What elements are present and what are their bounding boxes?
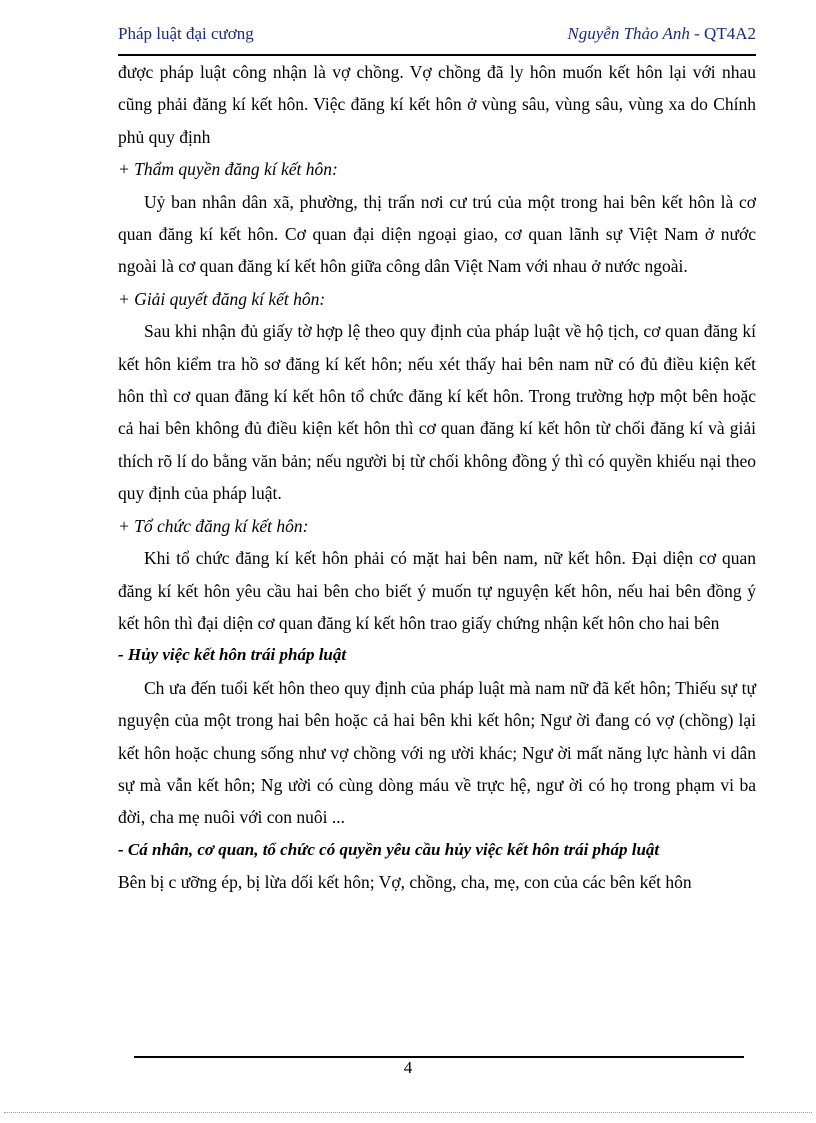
paragraph-requesters: Bên bị c ưỡng ép, bị lừa dối kết hôn; Vợ, chồng, cha, mẹ, con của các bên kết hôn — [118, 872, 692, 893]
paragraph-resolution: Sau khi nhận đủ giấy tờ hợp lệ theo quy định của pháp luật về hộ tịch, cơ quan đăng kí kết hôn kiểm tra hồ sơ đăng kí kết hôn; nếu xét thấy hai bên nam nữ có đủ điều kiện kết hôn thì cơ quan đăng kí kết hôn tổ chức đăng kí kết hôn. Trong trường hợp một bên hoặc cả hai bên không đủ điều kiện kết hôn thì cơ quan đăng kí kết hôn từ chối đăng kí và giải thích rõ lí do bằng văn bản; nếu người bị từ chối không đồng ý thì có quyền khiếu nại theo quy định của pháp luật. — [118, 321, 756, 504]
author-name: Nguyễn Thảo Anh — [567, 24, 690, 43]
section-heading-requesters: - Cá nhân, cơ quan, tổ chức có quyền yêu cầu hủy việc kết hôn trái pháp luật — [118, 839, 660, 859]
paragraph-annulment: Ch ưa đến tuổi kết hôn theo quy định của pháp luật mà nam nữ đã kết hôn; Thiếu sự tự nguyện của một trong hai bên hoặc cả hai bên khi kết hôn; Ngư ời đang có vợ (chồng) lại kết hôn hoặc chung sống như vợ chồng với ng ười khác; Ngư ời mất năng lực hành vi dân sự mà vẫn kết hôn; Ng ười có cùng dòng máu về trực hệ, ngư ời có họ trong phạm vi ba đời, cha mẹ nuôi với con nuôi ... — [118, 677, 756, 828]
author-separator: - — [689, 24, 705, 43]
subheading-jurisdiction: + Thẩm quyền đăng kí kết hôn: — [118, 159, 338, 180]
subheading-resolution: + Giải quyết đăng kí kết hôn: — [118, 288, 326, 309]
page-body — [118, 56, 756, 899]
document-title: Pháp luật đại cương — [118, 24, 254, 43]
paragraph-jurisdiction: Uỷ ban nhân dân xã, phường, thị trấn nơi cư trú của một trong hai bên kết hôn là cơ quan đăng kí kết hôn. Cơ quan đại diện ngoại giao, cơ quan lãnh sự Việt Nam ở nước ngoài là cơ quan đăng kí kết hôn giữa công dân Việt Nam với nhau ở nước ngoài. — [118, 191, 756, 277]
paragraph-continued: được pháp luật công nhận là vợ chồng. Vợ chồng đã ly hôn muốn kết hôn lại với nhau cũng phải đăng kí kết hôn. Việc đăng kí kết hôn ở vùng sâu, vùng sâu, vùng xa do Chính phủ quy định — [118, 62, 756, 147]
paragraph-organization: Khi tổ chức đăng kí kết hôn phải có mặt hai bên nam, nữ kết hôn. Đại diện cơ quan đăng kí kết hôn yêu cầu hai bên cho biết ý muốn tự nguyện kết hôn, nếu hai bên đồng ý kết hôn thì đại diện cơ quan đăng kí kết hôn trao giấy chứng nhận kết hôn cho hai bên — [118, 548, 756, 633]
page-number: 4 — [403, 1058, 413, 1077]
page-edge-marker — [4, 1112, 812, 1113]
class-code: QT4A2 — [704, 24, 756, 43]
page-header — [118, 24, 756, 48]
subheading-organization: + Tổ chức đăng kí kết hôn: — [118, 515, 309, 536]
section-heading-annulment: - Hủy việc kết hôn trái pháp luật — [118, 645, 347, 665]
author-info — [567, 24, 756, 44]
